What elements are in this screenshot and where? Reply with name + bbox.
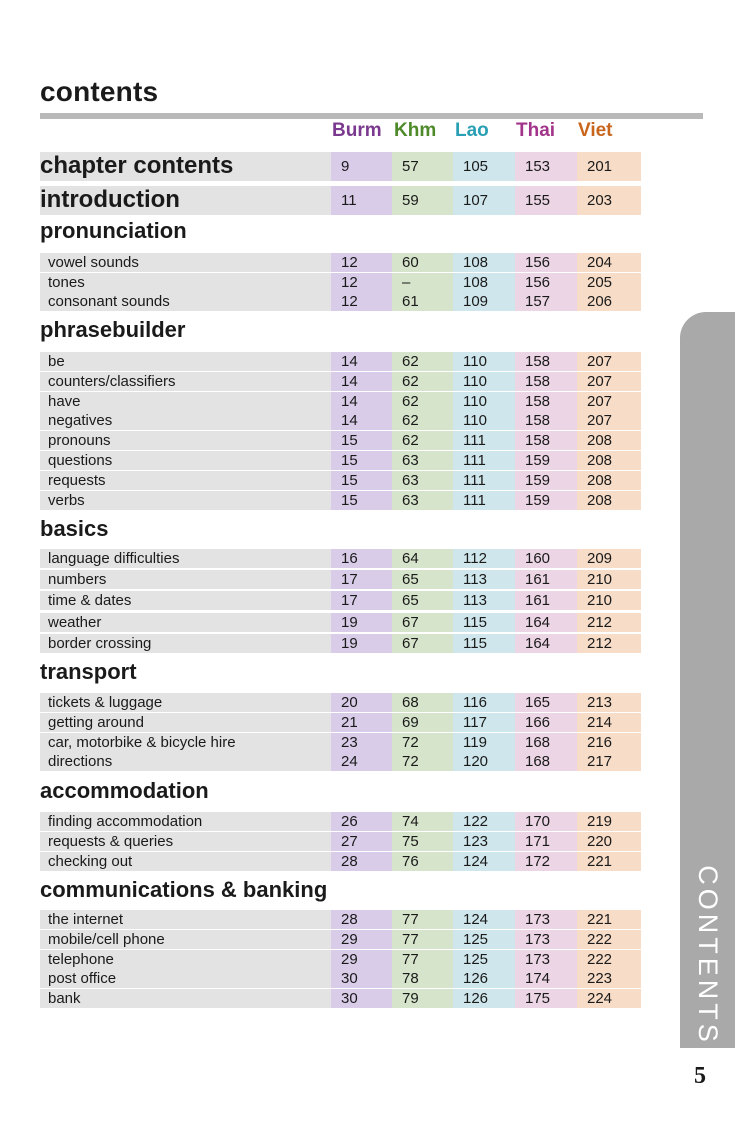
table-row[interactable]	[40, 930, 331, 949]
page-cell-khm[interactable]: 72	[392, 752, 453, 771]
row-label[interactable]: vowel sounds	[48, 254, 139, 271]
page-cell-burm[interactable]: 21	[331, 713, 392, 732]
page-cell-lao[interactable]: 119	[453, 733, 515, 752]
table-row[interactable]	[40, 591, 331, 610]
page-cell-thai[interactable]: 174	[515, 969, 577, 988]
page-cell-khm[interactable]: 77	[392, 950, 453, 969]
row-label[interactable]: questions	[48, 452, 113, 469]
page-cell-viet[interactable]: 210	[577, 591, 641, 610]
page-title: contents	[40, 76, 159, 107]
section-heading-row	[40, 515, 109, 543]
page-cell-khm[interactable]: 63	[392, 491, 453, 510]
page-cell-thai[interactable]: 166	[515, 713, 577, 732]
language-header-thai: Thai	[516, 120, 556, 141]
row-label[interactable]: requests	[48, 472, 106, 489]
page-cell-khm[interactable]: 79	[392, 989, 453, 1008]
row-label[interactable]: have	[48, 393, 81, 410]
page-cell-thai[interactable]: 159	[515, 471, 577, 490]
language-header-viet: Viet	[578, 120, 613, 141]
page-cell-viet[interactable]: 223	[577, 969, 641, 988]
row-label[interactable]: be	[48, 353, 65, 370]
page-cell-viet[interactable]: 220	[577, 832, 641, 851]
page-cell-lao[interactable]: 111	[453, 431, 515, 450]
page-cell-lao[interactable]: 115	[453, 634, 515, 653]
page-cell-thai[interactable]: 173	[515, 930, 577, 949]
page-cell-burm[interactable]: 23	[331, 733, 392, 752]
page-cell-viet[interactable]: 222	[577, 950, 641, 969]
row-label[interactable]: tones	[48, 274, 85, 291]
page-cell-khm[interactable]: 61	[392, 292, 453, 311]
page-cell-viet[interactable]: 209	[577, 549, 641, 568]
page-cell-burm[interactable]: 27	[331, 832, 392, 851]
page-cell-khm[interactable]: 64	[392, 549, 453, 568]
page-cell-thai[interactable]: 158	[515, 372, 577, 391]
row-label[interactable]: counters/classifiers	[48, 373, 176, 390]
page-cell-burm[interactable]: 15	[331, 451, 392, 470]
page-number: 5	[694, 1063, 706, 1089]
page-cell-lao[interactable]: 126	[453, 989, 515, 1008]
row-label[interactable]: checking out	[48, 853, 133, 870]
page-cell-viet[interactable]: 208	[577, 491, 641, 510]
page-cell-viet[interactable]: 208	[577, 431, 641, 450]
page-cell-khm[interactable]: 60	[392, 253, 453, 272]
page-cell-viet[interactable]: 203	[577, 186, 641, 215]
page-cell-lao[interactable]: 113	[453, 570, 515, 589]
page-cell-thai[interactable]: 158	[515, 411, 577, 430]
section-title[interactable]: phrasebuilder	[40, 317, 186, 342]
page-cell-burm[interactable]: 15	[331, 491, 392, 510]
page-cell-lao[interactable]: 111	[453, 491, 515, 510]
page-cell-thai[interactable]: 159	[515, 451, 577, 470]
row-label[interactable]: the internet	[48, 911, 124, 928]
page-cell-viet[interactable]: 210	[577, 570, 641, 589]
page-cell-viet[interactable]: 205	[577, 273, 641, 292]
page-cell-burm[interactable]: 28	[331, 910, 392, 929]
page-cell-lao[interactable]: 109	[453, 292, 515, 311]
page-cell-viet[interactable]: 224	[577, 989, 641, 1008]
page-cell-khm[interactable]: 65	[392, 570, 453, 589]
page-cell-burm[interactable]: 9	[331, 152, 392, 181]
page-cell-burm[interactable]: 20	[331, 693, 392, 712]
page-cell-burm[interactable]: 19	[331, 634, 392, 653]
page-cell-khm[interactable]: 62	[392, 392, 453, 411]
page-cell-khm[interactable]: 62	[392, 372, 453, 391]
table-row[interactable]	[40, 733, 331, 752]
page-cell-burm[interactable]: 14	[331, 352, 392, 371]
page-cell-burm[interactable]: 14	[331, 392, 392, 411]
page-cell-khm[interactable]: 74	[392, 812, 453, 831]
page-cell-khm[interactable]: –	[392, 273, 453, 292]
page-cell-khm[interactable]: 63	[392, 451, 453, 470]
page-cell-burm[interactable]: 11	[331, 186, 392, 215]
page-cell-khm[interactable]: 75	[392, 832, 453, 851]
page-cell-viet[interactable]: 207	[577, 352, 641, 371]
language-header-burm: Burm	[332, 120, 382, 141]
page-cell-viet[interactable]: 206	[577, 292, 641, 311]
page-cell-thai[interactable]: 171	[515, 832, 577, 851]
page-cell-burm[interactable]: 30	[331, 969, 392, 988]
page-cell-viet[interactable]: 212	[577, 634, 641, 653]
page-cell-viet[interactable]: 213	[577, 693, 641, 712]
section-title[interactable]: accommodation	[40, 778, 209, 803]
page-cell-thai[interactable]: 156	[515, 253, 577, 272]
table-row[interactable]	[40, 989, 331, 1008]
page-cell-burm[interactable]: 17	[331, 570, 392, 589]
table-row[interactable]	[40, 634, 331, 653]
table-row[interactable]	[40, 752, 331, 771]
row-label[interactable]: border crossing	[48, 635, 152, 652]
page-cell-burm[interactable]: 12	[331, 253, 392, 272]
row-label[interactable]: tickets & luggage	[48, 694, 163, 711]
page-cell-burm[interactable]: 29	[331, 930, 392, 949]
row-label[interactable]: mobile/cell phone	[48, 931, 165, 948]
page-cell-burm[interactable]: 24	[331, 752, 392, 771]
page-cell-burm[interactable]: 12	[331, 273, 392, 292]
table-row[interactable]	[40, 549, 331, 568]
page-cell-thai[interactable]: 165	[515, 693, 577, 712]
page-cell-burm[interactable]: 16	[331, 549, 392, 568]
page-cell-lao[interactable]: 110	[453, 411, 515, 430]
page-cell-thai[interactable]: 153	[515, 152, 577, 181]
page-cell-burm[interactable]: 30	[331, 989, 392, 1008]
page-cell-khm[interactable]: 76	[392, 852, 453, 871]
page-cell-lao[interactable]: 108	[453, 273, 515, 292]
page-cell-thai[interactable]: 164	[515, 634, 577, 653]
section-heading-row	[40, 876, 327, 904]
page-cell-khm[interactable]: 77	[392, 930, 453, 949]
row-label[interactable]: bank	[48, 990, 81, 1007]
table-row[interactable]	[40, 713, 331, 732]
page-cell-viet[interactable]: 217	[577, 752, 641, 771]
page-cell-viet[interactable]: 207	[577, 392, 641, 411]
page-cell-thai[interactable]: 155	[515, 186, 577, 215]
page-cell-lao[interactable]: 107	[453, 186, 515, 215]
page-cell-thai[interactable]: 156	[515, 273, 577, 292]
page-cell-viet[interactable]: 208	[577, 471, 641, 490]
page-cell-viet[interactable]: 207	[577, 411, 641, 430]
page-cell-lao[interactable]: 111	[453, 471, 515, 490]
page-cell-thai[interactable]: 173	[515, 910, 577, 929]
table-row[interactable]	[40, 411, 331, 430]
section-title[interactable]: introduction	[40, 186, 180, 213]
page-cell-khm[interactable]: 69	[392, 713, 453, 732]
table-row[interactable]	[40, 392, 331, 411]
page-cell-lao[interactable]: 108	[453, 253, 515, 272]
page-cell-lao[interactable]: 112	[453, 549, 515, 568]
row-label[interactable]: time & dates	[48, 592, 132, 609]
section-title[interactable]: transport	[40, 659, 137, 684]
side-tab-label	[680, 862, 735, 1048]
row-label[interactable]: finding accommodation	[48, 813, 203, 830]
page-cell-viet[interactable]: 221	[577, 910, 641, 929]
page-cell-khm[interactable]: 67	[392, 634, 453, 653]
table-row[interactable]	[40, 832, 331, 851]
page-cell-thai[interactable]: 158	[515, 352, 577, 371]
page-cell-burm[interactable]: 12	[331, 292, 392, 311]
section-title[interactable]: basics	[40, 516, 109, 541]
page-cell-khm[interactable]: 67	[392, 613, 453, 632]
page-cell-burm[interactable]: 17	[331, 591, 392, 610]
table-row[interactable]	[40, 431, 331, 450]
side-tab-text: CONTENTS	[693, 864, 723, 1046]
table-row[interactable]	[40, 253, 331, 272]
page-cell-burm[interactable]: 15	[331, 431, 392, 450]
page-cell-lao[interactable]: 124	[453, 852, 515, 871]
page-cell-viet[interactable]: 204	[577, 253, 641, 272]
row-label[interactable]: telephone	[48, 951, 114, 968]
section-heading-row	[40, 777, 209, 805]
page-cell-khm[interactable]: 62	[392, 352, 453, 371]
page-cell-lao[interactable]: 122	[453, 812, 515, 831]
page-cell-viet[interactable]: 212	[577, 613, 641, 632]
page-cell-lao[interactable]: 126	[453, 969, 515, 988]
page-cell-lao[interactable]: 124	[453, 910, 515, 929]
language-header-khm: Khm	[394, 120, 437, 141]
page-cell-khm[interactable]: 77	[392, 910, 453, 929]
section-heading-row	[40, 186, 180, 214]
page-cell-lao[interactable]: 113	[453, 591, 515, 610]
table-row[interactable]	[40, 812, 331, 831]
page-cell-thai[interactable]: 175	[515, 989, 577, 1008]
page-cell-khm[interactable]: 65	[392, 591, 453, 610]
page-cell-viet[interactable]: 208	[577, 451, 641, 470]
section-title[interactable]: communications & banking	[40, 877, 328, 902]
table-row[interactable]	[40, 613, 331, 632]
page-cell-viet[interactable]: 219	[577, 812, 641, 831]
row-label[interactable]: negatives	[48, 412, 113, 429]
page-cell-viet[interactable]: 216	[577, 733, 641, 752]
page-cell-burm[interactable]: 28	[331, 852, 392, 871]
page-cell-viet[interactable]: 214	[577, 713, 641, 732]
section-title[interactable]: chapter contents	[40, 152, 234, 179]
page-cell-lao[interactable]: 117	[453, 713, 515, 732]
page-cell-khm[interactable]: 68	[392, 693, 453, 712]
page-cell-khm[interactable]: 72	[392, 733, 453, 752]
row-label[interactable]: requests & queries	[48, 833, 174, 850]
page-cell-lao[interactable]: 123	[453, 832, 515, 851]
page-cell-thai[interactable]: 161	[515, 570, 577, 589]
table-row[interactable]	[40, 969, 331, 988]
page-cell-burm[interactable]: 15	[331, 471, 392, 490]
page-cell-thai[interactable]: 159	[515, 491, 577, 510]
page-cell-thai[interactable]: 173	[515, 950, 577, 969]
table-row[interactable]	[40, 491, 331, 510]
row-label[interactable]: numbers	[48, 571, 107, 588]
page-cell-thai[interactable]: 172	[515, 852, 577, 871]
page-cell-lao[interactable]: 110	[453, 392, 515, 411]
page-cell-burm[interactable]: 29	[331, 950, 392, 969]
row-label[interactable]: language difficulties	[48, 550, 180, 567]
page-cell-lao[interactable]: 105	[453, 152, 515, 181]
page-cell-thai[interactable]: 157	[515, 292, 577, 311]
page-cell-khm[interactable]: 57	[392, 152, 453, 181]
section-title[interactable]: pronunciation	[40, 218, 187, 243]
page-cell-viet[interactable]: 222	[577, 930, 641, 949]
table-row[interactable]	[40, 292, 331, 311]
page-cell-thai[interactable]: 164	[515, 613, 577, 632]
page-cell-thai[interactable]: 168	[515, 752, 577, 771]
page-cell-lao[interactable]: 110	[453, 372, 515, 391]
table-row[interactable]	[40, 910, 331, 929]
page-cell-burm[interactable]: 19	[331, 613, 392, 632]
table-row[interactable]	[40, 570, 331, 589]
page-cell-viet[interactable]: 201	[577, 152, 641, 181]
table-row[interactable]	[40, 372, 331, 391]
page-cell-lao[interactable]: 125	[453, 950, 515, 969]
row-label[interactable]: weather	[48, 614, 102, 631]
table-row[interactable]	[40, 352, 331, 371]
page-cell-thai[interactable]: 161	[515, 591, 577, 610]
section-heading-row	[40, 316, 185, 344]
page-cell-lao[interactable]: 116	[453, 693, 515, 712]
page-cell-thai[interactable]: 160	[515, 549, 577, 568]
page-cell-burm[interactable]: 26	[331, 812, 392, 831]
row-label[interactable]: verbs	[48, 492, 85, 509]
section-heading-row	[40, 152, 233, 180]
page-cell-lao[interactable]: 125	[453, 930, 515, 949]
row-label[interactable]: directions	[48, 753, 113, 770]
table-row[interactable]	[40, 471, 331, 490]
table-row[interactable]	[40, 950, 331, 969]
page-cell-lao[interactable]: 120	[453, 752, 515, 771]
page-cell-thai[interactable]: 158	[515, 431, 577, 450]
table-row[interactable]	[40, 451, 331, 470]
page-cell-khm[interactable]: 59	[392, 186, 453, 215]
row-label[interactable]: pronouns	[48, 432, 111, 449]
row-label[interactable]: post office	[48, 970, 117, 987]
page-cell-burm[interactable]: 14	[331, 411, 392, 430]
page-cell-thai[interactable]: 170	[515, 812, 577, 831]
language-header-lao: Lao	[455, 120, 489, 141]
table-row[interactable]	[40, 693, 331, 712]
page-cell-lao[interactable]: 110	[453, 352, 515, 371]
page-cell-viet[interactable]: 207	[577, 372, 641, 391]
page-cell-khm[interactable]: 62	[392, 411, 453, 430]
page-cell-burm[interactable]: 14	[331, 372, 392, 391]
table-row[interactable]	[40, 273, 331, 292]
row-label[interactable]: car, motorbike & bicycle hire	[48, 734, 236, 751]
page-cell-thai[interactable]: 158	[515, 392, 577, 411]
table-row[interactable]	[40, 852, 331, 871]
page-cell-lao[interactable]: 111	[453, 451, 515, 470]
section-heading-row	[40, 217, 187, 245]
page-cell-thai[interactable]: 168	[515, 733, 577, 752]
page-cell-khm[interactable]: 62	[392, 431, 453, 450]
page-cell-khm[interactable]: 78	[392, 969, 453, 988]
section-heading-row	[40, 658, 137, 686]
page-cell-khm[interactable]: 63	[392, 471, 453, 490]
page-cell-viet[interactable]: 221	[577, 852, 641, 871]
row-label[interactable]: consonant sounds	[48, 293, 170, 310]
page-cell-lao[interactable]: 115	[453, 613, 515, 632]
row-label[interactable]: getting around	[48, 714, 144, 731]
